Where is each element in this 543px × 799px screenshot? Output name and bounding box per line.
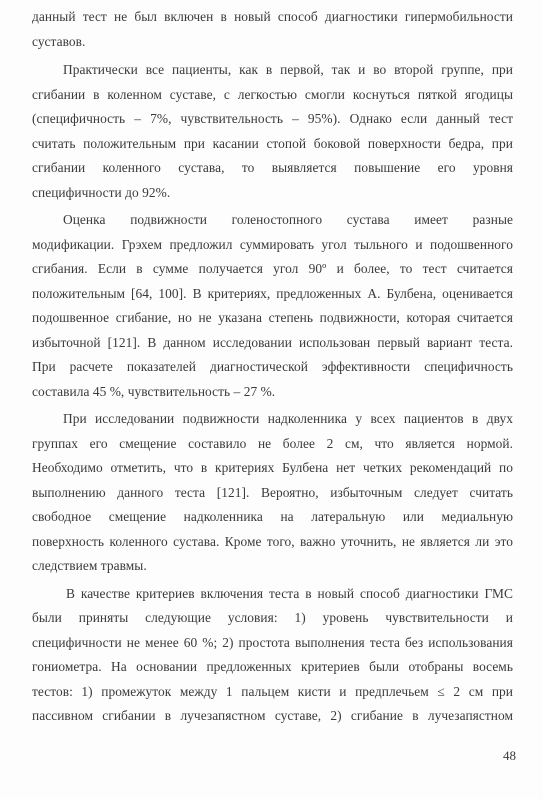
text-line: сгибания. Если в сумме получается угол 90º и более, то тест считается <box>32 261 513 276</box>
text-line: свободное смещение надколенника на латеральную или медиальную <box>32 509 513 524</box>
text-line: группах его смещение составило не более 2 см, что является нормой. <box>32 436 513 451</box>
text-line: При расчете показателей диагностической эффективности специфичность <box>32 359 513 374</box>
text-line: подошвенное сгибание, но не указана степень подвижности, которая считается <box>32 310 513 325</box>
text-line: Оценка подвижности голеностопного сустава имеет разные <box>63 212 513 227</box>
text-line: избыточной [121]. В данном исследовании использован первый вариант теста. <box>32 335 513 350</box>
text-line: специфичности не менее 60 %; 2) простота выполнения теста без использования <box>32 635 513 650</box>
text-line: данный тест не был включен в новый способ диагностики гипермобильности <box>32 9 513 24</box>
text-line: тестов: 1) промежуток между 1 пальцем кисти и предплечьем ≤ 2 см при <box>32 684 513 699</box>
text-line: сгибании коленного сустава, то выявляется повышение его уровня <box>32 160 513 175</box>
text-line: (специфичность – 7%, чувствительность – 95%). Однако если данный тест <box>32 111 513 126</box>
text-line: следствием травмы. <box>32 558 147 573</box>
text-line: составила 45 %, чувствительность – 27 %. <box>32 384 276 399</box>
text-line: В качестве критериев включения теста в новый способ диагностики ГМС <box>66 586 513 601</box>
page-number: 48 <box>503 748 516 763</box>
text-line: суставов. <box>32 34 86 49</box>
text-line: поверхность коленного сустава. Кроме того, важно уточнить, не является ли это <box>32 534 513 549</box>
text-line: Практически все пациенты, как в первой, так и во второй группе, при <box>63 62 513 77</box>
text-line: модификации. Грэхем предложил суммировать угол тыльного и подошвенного <box>32 237 513 252</box>
text-line: были приняты следующие условия: 1) уровень чувствительности и <box>32 610 513 625</box>
text-line: выполнению данного теста [121]. Вероятно, избыточным следует считать <box>32 485 513 500</box>
text-line: сгибании в коленном суставе, с легкостью смогли коснуться пяткой ягодицы <box>32 87 513 102</box>
text-line: специфичности до 92%. <box>32 185 171 200</box>
text-line: При исследовании подвижности надколенника у всех пациентов в двух <box>63 411 513 426</box>
text-line: считать положительным при касании стопой боковой поверхности бедра, при <box>32 136 513 151</box>
text-line: Необходимо отметить, что в критериях Булбена нет четких рекомендаций по <box>32 460 513 475</box>
text-line: пассивном сгибании в лучезапястном суставе, 2) сгибание в лучезапястном <box>32 708 513 723</box>
text-line: положительным [64, 100]. В критериях, предложенных А. Булбена, оценивается <box>32 286 513 301</box>
text-line: гониометра. На основании предложенных критериев были отобраны восемь <box>32 659 513 674</box>
